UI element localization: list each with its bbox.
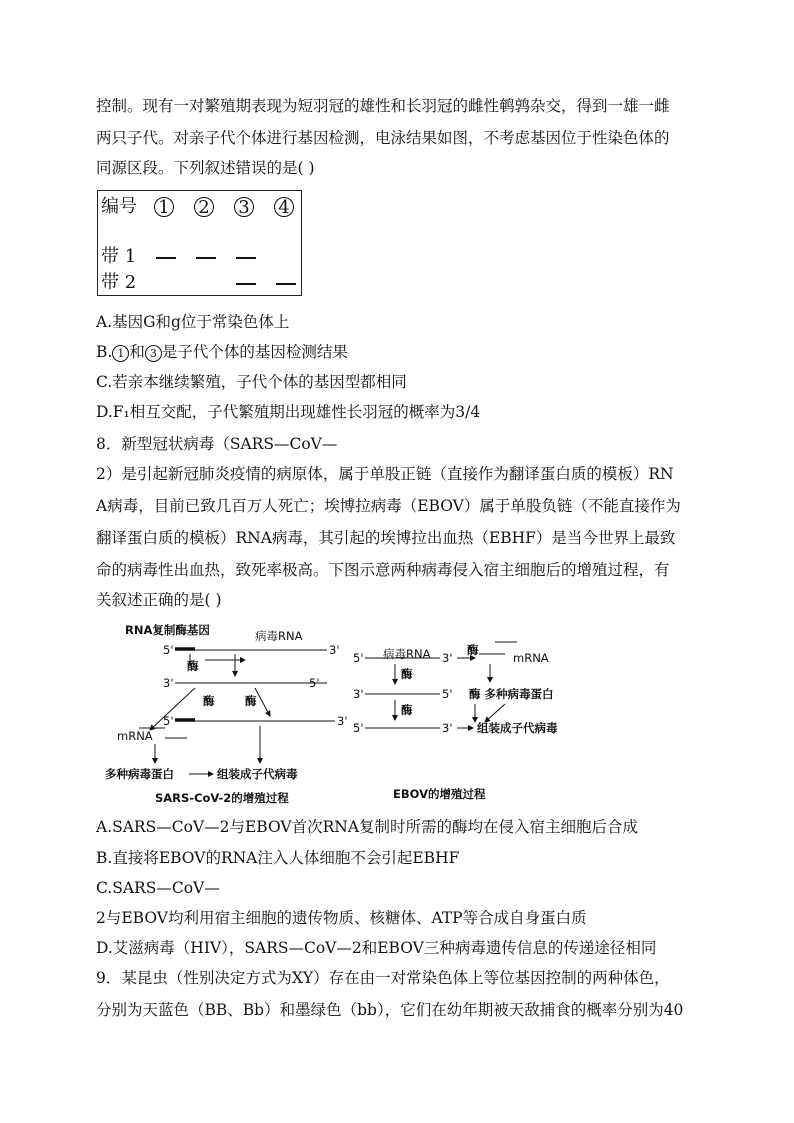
lane-3-number: 3 xyxy=(234,197,254,217)
ebov-enzyme-label-2: 酶 xyxy=(401,703,413,717)
sars-enzyme-label-3: 酶 xyxy=(245,694,257,708)
gel-result-table xyxy=(97,190,302,296)
q8-line-3: A病毒，目前已致几百万人死亡；埃博拉病毒（EBOV）属于单股负链（不能直接作为 xyxy=(96,497,681,515)
q8-line-5: 命的病毒性出血热，致死率极高。下图示意两种病毒侵入宿主细胞后的增殖过程，有 xyxy=(96,561,670,579)
lane-2-number: 2 xyxy=(194,197,214,217)
gel-header-label: 编号 xyxy=(101,196,137,217)
q8-line-1: 8．新型冠状病毒（SARS—CoV— xyxy=(96,435,338,453)
ebov-3prime-bottom: 3' xyxy=(442,721,453,735)
lane-1-number: 1 xyxy=(154,197,174,217)
band-1-lane-3 xyxy=(236,257,256,259)
ebov-mrna-label: mRNA xyxy=(513,651,549,665)
q7-option-b: B. 1 和 3 是子代个体的基因检测结果 xyxy=(96,343,348,361)
q8-option-c-line-1: C.SARS—CoV— xyxy=(96,879,220,897)
ebov-viral-rna-label: 病毒RNA xyxy=(383,647,431,661)
sars-5prime-mid: 5' xyxy=(309,676,320,690)
band-2-label: 带 2 xyxy=(101,272,137,293)
q8-option-b: B.直接将EBOV的RNA注入人体细胞不会引起EBHF xyxy=(96,849,460,867)
sars-enzyme-label-2: 酶 xyxy=(203,694,215,708)
band-1-label: 带 1 xyxy=(101,246,137,267)
circled-1: 1 xyxy=(112,345,129,362)
ebov-5prime-mid: 5' xyxy=(442,687,453,701)
band-2-lane-3 xyxy=(236,283,256,285)
sars-enzyme-label-1: 酶 xyxy=(187,659,199,673)
ebov-caption: EBOV的增殖过程 xyxy=(393,787,486,801)
q8-option-a: A.SARS—CoV—2与EBOV首次RNA复制时所需的酶均在侵入宿主细胞后合成 xyxy=(96,818,639,836)
sars-3prime-top: 3' xyxy=(329,643,340,657)
band-2-lane-4 xyxy=(276,283,296,285)
rna-replicase-gene-label: RNA复制酶基因 xyxy=(125,623,210,637)
sars-caption: SARS-CoV-2的增殖过程 xyxy=(155,791,289,805)
q9-line-1: 9．某昆虫（性别决定方式为XY）存在由一对常染色体上等位基因控制的两种体色， xyxy=(96,969,670,987)
ebov-enzyme-proteins-label: 酶 多种病毒蛋白 xyxy=(469,687,554,701)
virus-replication-figure xyxy=(95,618,615,813)
q7-option-a: A.基因G和g位于常染色体上 xyxy=(96,313,290,331)
ebov-arrow-diagonal xyxy=(485,704,505,722)
q7-option-c: C.若亲本继续繁殖，子代个体的基因型都相同 xyxy=(96,373,407,391)
ebov-enzyme-label-top: 酶 xyxy=(467,643,479,657)
sars-mrna-label: mRNA xyxy=(117,729,153,743)
q7-line-1: 控制。现有一对繁殖期表现为短羽冠的雄性和长羽冠的雌性鹌鹑杂交，得到一雄一雌 xyxy=(96,97,670,115)
q8-line-2: 2）是引起新冠肺炎疫情的病原体，属于单股正链（直接作为翻译蛋白质的模板）RN xyxy=(96,465,674,483)
band-1-lane-1 xyxy=(156,257,176,259)
q7-line-3: 同源区段。下列叙述错误的是( ) xyxy=(96,159,315,177)
q8-option-d: D.艾滋病毒（HIV），SARS—CoV—2和EBOV三种病毒遗传信息的传递途径相同 xyxy=(96,939,657,957)
q9-line-2: 分别为天蓝色（BB、Bb）和墨绿色（bb），它们在幼年期被天敌捕食的概率分别为40 xyxy=(96,1001,684,1019)
q8-line-6: 关叙述正确的是( ) xyxy=(96,591,222,609)
lane-4-number: 4 xyxy=(274,197,294,217)
ebov-enzyme-label-1: 酶 xyxy=(401,667,413,681)
sars-3prime-bottom: 3' xyxy=(337,714,348,728)
sars-proteins-label: 多种病毒蛋白 xyxy=(105,767,174,781)
q8-line-4: 翻译蛋白质的模板）RNA病毒，其引起的埃博拉出血热（EBHF）是当今世界上最致 xyxy=(96,529,676,547)
ebov-5prime-top: 5' xyxy=(353,651,364,665)
q8-option-c-line-2: 2与EBOV均利用宿主细胞的遗传物质、核糖体、ATP等合成自身蛋白质 xyxy=(96,909,587,927)
ebov-3prime-top: 3' xyxy=(442,651,453,665)
sars-5prime-bottom: 5' xyxy=(163,714,174,728)
sars-3prime-mid: 3' xyxy=(163,676,174,690)
arrow-to-new-genome xyxy=(255,688,270,716)
circled-3: 3 xyxy=(145,345,162,362)
band-1-lane-2 xyxy=(196,257,216,259)
sars-assembly-label: 组装成子代病毒 xyxy=(217,767,298,781)
sars-viral-rna-label: 病毒RNA xyxy=(255,629,303,643)
q7-line-2: 两只子代。对亲子代个体进行基因检测，电泳结果如图，不考虑基因位于性染色体的 xyxy=(96,129,670,147)
ebov-assembly-label: 组装成子代病毒 xyxy=(477,721,558,735)
ebov-5prime-bottom: 5' xyxy=(353,721,364,735)
sars-5prime-top: 5' xyxy=(163,643,174,657)
q7-option-d: D.F₁相互交配，子代繁殖期出现雄性长羽冠的概率为3/4 xyxy=(96,403,481,421)
ebov-3prime-mid: 3' xyxy=(353,687,364,701)
